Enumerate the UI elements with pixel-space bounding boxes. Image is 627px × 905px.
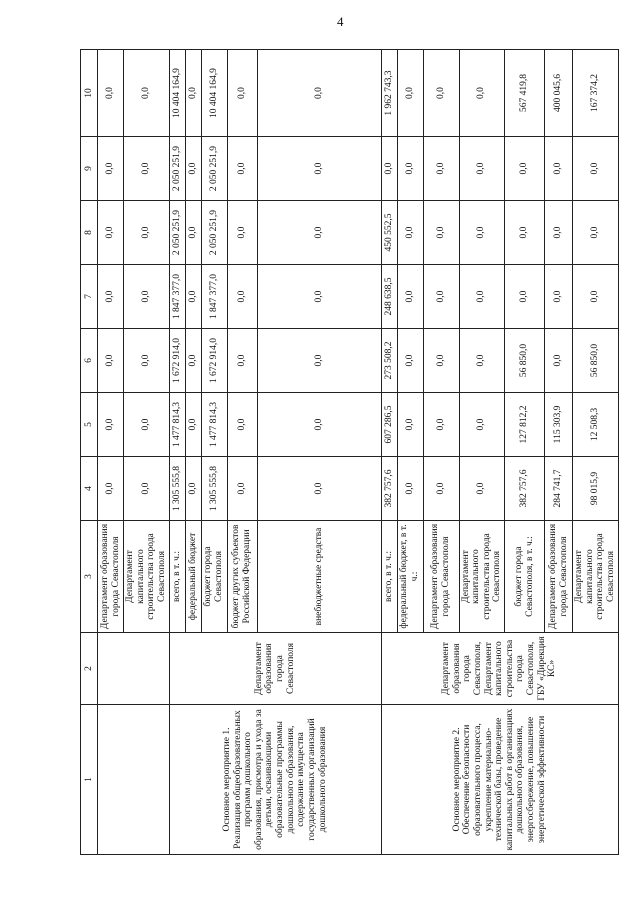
- value-cell: 1 672 914,0: [201, 329, 227, 393]
- value-cell: 0,0: [185, 457, 201, 521]
- value-cell: 0,0: [185, 265, 201, 329]
- value-cell: 1 847 377,0: [201, 265, 227, 329]
- source-cell: бюджет других субъектов Российской Федерации: [227, 521, 257, 633]
- value-cell: 1 847 377,0: [169, 265, 185, 329]
- value-cell: 382 757,6: [381, 457, 397, 521]
- value-cell: 0,0: [423, 137, 459, 201]
- header-cell: 1: [81, 705, 98, 855]
- value-cell: 0,0: [573, 201, 619, 265]
- value-cell: 127 812,2: [505, 393, 545, 457]
- value-cell: 0,0: [257, 50, 381, 137]
- header-cell: 5: [81, 393, 98, 457]
- value-cell: 0,0: [227, 457, 257, 521]
- header-row: [81, 50, 98, 855]
- value-cell: 0,0: [459, 50, 505, 137]
- value-cell: 607 286,5: [381, 393, 397, 457]
- rotated-table-page: [80, 50, 620, 855]
- value-cell: 0,0: [505, 137, 545, 201]
- value-cell: 0,0: [459, 265, 505, 329]
- value-cell: 0,0: [227, 201, 257, 265]
- value-cell: 1 477 814,3: [169, 393, 185, 457]
- value-cell: 0,0: [397, 329, 423, 393]
- source-cell: всего, в т. ч.:: [169, 521, 185, 633]
- value-cell: 0,0: [227, 137, 257, 201]
- value-cell: 248 638,5: [381, 265, 397, 329]
- value-cell: 0,0: [397, 137, 423, 201]
- value-cell: 0,0: [397, 457, 423, 521]
- source-cell: бюджет города Севастополя, в т. ч.:: [505, 521, 545, 633]
- value-cell: 0,0: [98, 265, 124, 329]
- value-cell: 0,0: [381, 137, 397, 201]
- value-cell: 0,0: [185, 50, 201, 137]
- source-cell: Департамент образования города Севастополя: [98, 521, 124, 633]
- executor-cell: Департамент образования города Севастополя: [169, 633, 381, 705]
- value-cell: 0,0: [423, 457, 459, 521]
- value-cell: 1 962 743,3: [381, 50, 397, 137]
- value-cell: 0,0: [397, 50, 423, 137]
- value-cell: 0,0: [423, 265, 459, 329]
- source-cell: всего, в т. ч.:: [381, 521, 397, 633]
- header-cell: 2: [81, 633, 98, 705]
- source-cell: Департамент образования города Севастополя: [545, 521, 573, 633]
- value-cell: 0,0: [124, 329, 170, 393]
- value-cell: 0,0: [257, 137, 381, 201]
- value-cell: 0,0: [227, 393, 257, 457]
- value-cell: 0,0: [459, 201, 505, 265]
- value-cell: 56 850,0: [505, 329, 545, 393]
- value-cell: 0,0: [98, 50, 124, 137]
- value-cell: 0,0: [257, 393, 381, 457]
- executor-cell: Департамент образования города Севастополя, Департамент капитального строительства города Севастополя, ГБУ «Дирекция КС»: [381, 633, 618, 705]
- value-cell: 0,0: [185, 137, 201, 201]
- source-cell: Департамент капитального строительства города Севастополя: [573, 521, 619, 633]
- value-cell: 0,0: [573, 137, 619, 201]
- value-cell: 10 404 164,9: [169, 50, 185, 137]
- value-cell: 382 757,6: [505, 457, 545, 521]
- value-cell: 1 477 814,3: [201, 393, 227, 457]
- activity-name-cell: Основное мероприятие 2. Обеспечение безопасности образовательного процесса, укрепление материально-технической базы, проведение капитальных работ в организациях дошкольного образования, энергосбережение, повышение энергетической эффективности: [381, 705, 618, 855]
- value-cell: 0,0: [397, 393, 423, 457]
- activity-name-cell: Основное мероприятие 1. Реализация общеобразовательных программ дошкольного образования, присмотра и ухода за детьми, осваивающими образовательные программы дошкольного образования, содержание имущества государственных организаций дошкольного образования: [169, 705, 381, 855]
- page-number: 4: [337, 14, 344, 29]
- empty-cell: [98, 705, 170, 855]
- value-cell: 0,0: [98, 137, 124, 201]
- value-cell: 1 305 555,8: [169, 457, 185, 521]
- value-cell: 0,0: [257, 329, 381, 393]
- table-row: [98, 50, 124, 855]
- value-cell: 0,0: [545, 265, 573, 329]
- value-cell: 567 419,8: [505, 50, 545, 137]
- value-cell: 167 374,2: [573, 50, 619, 137]
- source-cell: внебюджетные средства: [257, 521, 381, 633]
- value-cell: 0,0: [545, 137, 573, 201]
- value-cell: 0,0: [185, 201, 201, 265]
- source-cell: бюджет города Севастополя: [201, 521, 227, 633]
- value-cell: 115 303,9: [545, 393, 573, 457]
- value-cell: 0,0: [459, 457, 505, 521]
- value-cell: 0,0: [397, 265, 423, 329]
- budget-table: [80, 49, 619, 855]
- value-cell: 0,0: [257, 265, 381, 329]
- value-cell: 2 050 251,9: [169, 201, 185, 265]
- value-cell: 0,0: [98, 329, 124, 393]
- value-cell: 0,0: [505, 201, 545, 265]
- value-cell: 0,0: [545, 201, 573, 265]
- value-cell: 2 050 251,9: [169, 137, 185, 201]
- value-cell: 0,0: [185, 329, 201, 393]
- value-cell: 450 552,5: [381, 201, 397, 265]
- header-cell: 4: [81, 457, 98, 521]
- value-cell: 0,0: [124, 137, 170, 201]
- value-cell: 10 404 164,9: [201, 50, 227, 137]
- source-cell: федеральный бюджет, в т. ч.:: [397, 521, 423, 633]
- value-cell: 0,0: [98, 201, 124, 265]
- value-cell: 0,0: [98, 457, 124, 521]
- value-cell: 0,0: [124, 50, 170, 137]
- value-cell: 2 050 251,9: [201, 201, 227, 265]
- value-cell: 0,0: [257, 201, 381, 265]
- value-cell: 0,0: [459, 393, 505, 457]
- value-cell: 0,0: [459, 137, 505, 201]
- value-cell: 0,0: [185, 393, 201, 457]
- value-cell: 0,0: [397, 201, 423, 265]
- value-cell: 400 045,6: [545, 50, 573, 137]
- value-cell: 0,0: [505, 265, 545, 329]
- value-cell: 12 508,3: [573, 393, 619, 457]
- value-cell: 0,0: [227, 329, 257, 393]
- source-cell: федеральный бюджет: [185, 521, 201, 633]
- source-cell: Департамент капитального строительства города Севастополя: [459, 521, 505, 633]
- value-cell: 0,0: [423, 393, 459, 457]
- value-cell: 0,0: [227, 265, 257, 329]
- value-cell: 1 305 555,8: [201, 457, 227, 521]
- header-cell: 3: [81, 521, 98, 633]
- value-cell: 1 672 914,0: [169, 329, 185, 393]
- header-cell: 7: [81, 265, 98, 329]
- value-cell: 0,0: [459, 329, 505, 393]
- value-cell: 284 741,7: [545, 457, 573, 521]
- value-cell: 0,0: [545, 329, 573, 393]
- value-cell: 0,0: [257, 457, 381, 521]
- empty-cell: [98, 633, 170, 705]
- value-cell: 56 850,0: [573, 329, 619, 393]
- header-cell: 10: [81, 50, 98, 137]
- value-cell: 2 050 251,9: [201, 137, 227, 201]
- value-cell: 0,0: [423, 201, 459, 265]
- header-cell: 9: [81, 137, 98, 201]
- source-cell: Департамент капитального строительства города Севастополя: [124, 521, 170, 633]
- header-cell: 8: [81, 201, 98, 265]
- value-cell: 98 015,9: [573, 457, 619, 521]
- value-cell: 0,0: [98, 393, 124, 457]
- value-cell: 0,0: [573, 265, 619, 329]
- value-cell: 0,0: [423, 50, 459, 137]
- value-cell: 0,0: [124, 457, 170, 521]
- table-row: [169, 50, 185, 855]
- value-cell: 0,0: [124, 265, 170, 329]
- value-cell: 0,0: [124, 201, 170, 265]
- source-cell: Департамент образования города Севастополя: [423, 521, 459, 633]
- value-cell: 0,0: [423, 329, 459, 393]
- value-cell: 0,0: [124, 393, 170, 457]
- table-row: [381, 50, 397, 855]
- value-cell: 0,0: [227, 50, 257, 137]
- header-cell: 6: [81, 329, 98, 393]
- value-cell: 273 508,2: [381, 329, 397, 393]
